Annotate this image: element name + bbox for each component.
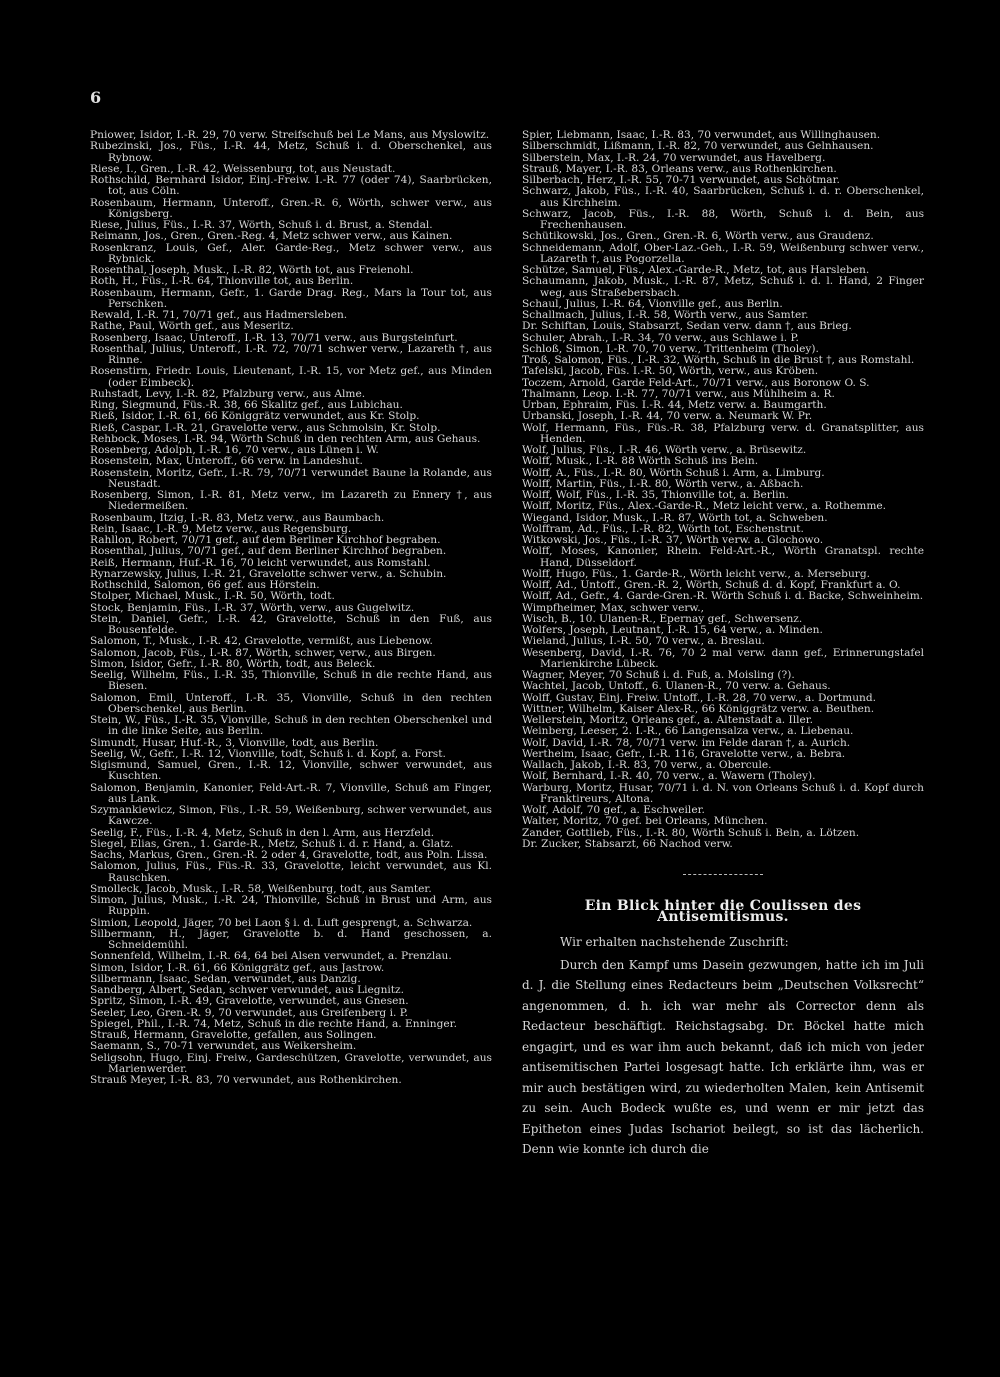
casualty-entry: Riese, Julius, Füs., I.-R. 37, Wörth, Schuß i. d. Brust, a. Stendal.	[90, 219, 433, 231]
casualty-entry: Strauß, Mayer, I.-R. 83, Orleans verw., aus Rothenkirchen.	[522, 162, 837, 175]
casualty-entry: Wolff, Musk., I.-R. 88 Wörth Schuß ins Bein.	[522, 455, 759, 468]
casualty-entry: Wittner, Wilhelm, Kaiser Alex-R., 66 Königgrätz verw. a. Beuthen.	[522, 702, 875, 715]
casualty-entry: Wolff, Moritz, Füs., Alex.-Garde-R., Metz leicht verw., a. Rothemme.	[522, 500, 887, 513]
casualty-entry: Roth, H., Füs., I.-R. 64, Thionville tot, aus Berlin.	[90, 275, 354, 288]
casualty-entry: Sachs, Markus, Gren., Gren.-R. 2 oder 4, Gravelotte, todt, aus Poln. Lissa.	[90, 849, 488, 861]
casualty-entry: Simon, Isidor, Gefr., I.-R. 80, Wörth, todt, aus Beleck.	[90, 657, 376, 670]
casualty-entry: Reimann, Jos., Gren., Gren.-Reg. 4, Metz schwer verw., aus Kainen.	[90, 230, 453, 243]
casualty-entry: Spier, Liebmann, Isaac, I.-R. 83, 70 verwundet, aus Willinghausen.	[522, 129, 881, 141]
casualty-list-continued	[522, 130, 924, 850]
casualty-entry: Strauß Meyer, I.-R. 83, 70 verwundet, aus Rothenkirchen.	[90, 1074, 402, 1086]
casualty-entry: Dr. Zucker, Stabsarzt, 66 Nachod verw.	[522, 837, 733, 850]
casualty-entry: Stock, Benjamin, Füs., I.-R. 37, Wörth, verw., aus Gugelwitz.	[90, 601, 415, 614]
casualty-entry: Wolff, Ad., Untoff., Gren.-R. 2, Wörth, Schuß d. d. Kopf, Frankfurt a. O.	[522, 579, 901, 591]
casualty-entry: Urbanski, Joseph, I.-R. 44, 70 verw. a. Neumark W. Pr.	[522, 410, 813, 423]
casualty-entry: Simon, Julius, Musk., I.-R. 24, Thionville, Schuß in Brust und Arm, aus Ruppin.	[90, 894, 492, 918]
casualty-entry: Schütikowski, Jos., Gren., Gren.-R. 6, Wörth verw., aus Graudenz.	[522, 230, 874, 243]
casualty-entry: Stolper, Michael, Musk., I.-R. 50, Wörth, todt.	[90, 590, 335, 603]
casualty-entry: Wellerstein, Moritz, Orleans gef., a. Altenstadt a. Iller.	[522, 714, 814, 726]
casualty-entry: Schaul, Julius, I.-R. 64, Vionville gef., aus Berlin.	[522, 297, 783, 310]
casualty-entry: Seelig, F., Füs., I.-R. 4, Metz, Schuß in den l. Arm, aus Herzfeld.	[90, 826, 435, 839]
casualty-entry: Tafelski, Jacob, Füs. I.-R. 50, Wörth, verw., aus Kröben.	[522, 365, 819, 378]
casualty-entry: Salomon, T., Musk., I.-R. 42, Gravelotte, vermißt, aus Liebenow.	[90, 635, 433, 648]
casualty-entry: Silbermann, Isaac, Sedan, verwundet, aus Danzig.	[90, 972, 361, 985]
casualty-entry: Rahllon, Robert, 70/71 gef., auf dem Berliner Kirchhof begraben.	[90, 534, 441, 546]
page-number: 6	[90, 88, 102, 107]
casualty-entry: Rieß, Isidor, I.-R. 61, 66 Königgrätz verwundet, aus Kr. Stolp.	[90, 410, 420, 423]
section-divider	[683, 874, 763, 875]
casualty-entry: Wolff, Wolf, Füs., I.-R. 35, Thionville tot, a. Berlin.	[522, 489, 789, 501]
casualty-entry: Warburg, Moritz, Husar, 70/71 i. d. N. von Orleans Schuß i. d. Kopf durch Franktireurs, Altona.	[522, 781, 924, 805]
casualty-entry: Silberbach, Herz, I.-R. 55, 70-71 verwundet, aus Schötmar.	[522, 174, 840, 186]
casualty-entry: Wolf, Hermann, Füs., Füs.-R. 38, Pfalzburg verw. d. Granatsplitter, aus Henden.	[522, 421, 924, 445]
casualty-entry: Salomon, Benjamin, Kanonier, Feld-Art.-R. 7, Vionville, Schuß am Finger, aus Lank.	[90, 781, 492, 805]
casualty-entry: Seeler, Leo, Gren.-R. 9, 70 verwundet, aus Greifenberg i. P.	[90, 1006, 409, 1019]
casualty-entry: Rothschild, Bernhard Isidor, Einj.-Freiw. I.-R. 77 (oder 74), Saarbrücken, tot, aus Cöln.	[90, 174, 492, 198]
casualty-entry: Wolf, Julius, Füs., I.-R. 46, Wörth verw., a. Brüsewitz.	[522, 444, 807, 456]
casualty-entry: Rehbock, Moses, I.-R. 94, Wörth Schuß in den rechten Arm, aus Gehaus.	[90, 432, 481, 445]
casualty-entry: Troß, Salomon, Füs., I.-R. 32, Wörth, Schuß in die Brust †, aus Romstahl.	[522, 354, 915, 366]
casualty-entry: Saemann, S., 70-71 verwundet, aus Weikersheim.	[90, 1040, 357, 1053]
casualty-entry: Rosenbaum, Itzig, I.-R. 83, Metz verw., aus Baumbach.	[90, 511, 385, 524]
casualty-entry: Seligsohn, Hugo, Einj. Freiw., Gardeschützen, Gravelotte, verwundet, aus Marienwerder.	[90, 1051, 492, 1075]
casualty-entry: Urban, Ephraim, Füs. I.-R. 44, Metz verw. a. Baumgarth.	[522, 399, 827, 411]
casualty-entry: Salomon, Jacob, Füs., I.-R. 87, Wörth, schwer, verw., aus Birgen.	[90, 646, 436, 659]
casualty-entry: Wimpfheimer, Max, schwer verw.,	[522, 601, 704, 614]
casualty-entry: Salomon, Emil, Unteroff., I.-R. 35, Vionville, Schuß in den rechten Oberschenkel, aus Berlin.	[90, 691, 492, 715]
casualty-entry: Thalmann, Leop. I.-R. 77, 70/71 verw., aus Mühlheim a. R.	[522, 387, 835, 400]
casualty-entry: Schloß, Simon, I.-R. 70, 70 verw., Trittenheim (Tholey).	[522, 342, 819, 355]
casualty-entry: Wolff, Hugo, Füs., 1. Garde-R., Wörth leicht verw., a. Merseburg.	[522, 567, 870, 580]
casualty-entry: Rathe, Paul, Wörth gef., aus Meseritz.	[90, 320, 294, 333]
casualty-entry: Simion, Leopold, Jäger, 70 bei Laon § i. d. Luft gesprengt, a. Schwarza.	[90, 916, 473, 929]
casualty-entry: Stein, W., Füs., I.-R. 35, Vionville, Schuß in den rechten Oberschenkel und in die linke Seite, aus Berlin.	[90, 714, 492, 738]
casualty-entry: Seelig, Wilhelm, Füs., I.-R. 35, Thionville, Schuß in die rechte Hand, aus Biesen.	[90, 669, 492, 693]
casualty-entry: Sonnenfeld, Wilhelm, I.-R. 64, 64 bei Alsen verwundet, a. Prenzlau.	[90, 950, 452, 963]
casualty-entry: Spritz, Simon, I.-R. 49, Gravelotte, verwundet, aus Gnesen.	[90, 995, 409, 1008]
casualty-entry: Schuler, Abrah., I.-R. 34, 70 verw., aus Schlawe i. P.	[522, 331, 799, 344]
casualty-entry: Seelig, W., Gefr., I.-R. 12, Vionville, todt, Schuß i. d. Kopf, a. Forst.	[90, 747, 446, 760]
casualty-entry: Wiegand, Isidor, Musk., I.-R. 87, Wörth tot, a. Schweben.	[522, 511, 828, 524]
casualty-entry: Siegel, Elias, Gren., 1. Garde-R., Metz, Schuß i. d. r. Hand, a. Glatz.	[90, 837, 454, 850]
casualty-entry: Wolff, Moses, Kanonier, Rhein. Feld-Art.-R., Wörth Granatspl. rechte Hand, Düsseldorf.	[522, 545, 924, 569]
casualty-entry: Simundt, Husar, Huf.-R., 3, Vionville, todt, aus Berlin.	[90, 736, 379, 749]
article-title: Ein Blick hinter die Coulissen des Antisemitismus.	[584, 898, 862, 926]
casualty-entry: Wolf, Adolf, 70 gef., a. Eschweiler.	[522, 804, 705, 816]
casualty-entry: Wagner, Meyer, 70 Schuß i. d. Fuß, a. Moisling (?).	[522, 669, 795, 681]
casualty-entry: Rosenstirn, Friedr. Louis, Lieutenant, I.-R. 15, vor Metz gef., aus Minden (oder Eimbeck).	[90, 365, 492, 389]
casualty-entry: Rothschild, Salomon, 66 gef. aus Hörstein.	[90, 579, 320, 591]
casualty-entry: Wolf, Bernhard, I.-R. 40, 70 verw., a. Wawern (Tholey).	[522, 770, 816, 783]
casualty-entry: Rosenthal, Julius, 70/71 gef., auf dem Berliner Kirchhof begraben.	[90, 545, 447, 558]
casualty-entry: Witkowski, Jos., Füs., I.-R. 37, Wörth verw. a. Glochowo.	[522, 534, 824, 546]
casualty-entry: Rewald, I.-R. 71, 70/71 gef., aus Hadmersleben.	[90, 309, 348, 321]
casualty-entry: Rosenbaum, Hermann, Gefr., 1. Garde Drag. Reg., Mars la Tour tot, aus Perschken.	[90, 286, 492, 310]
casualty-entry: Wieland, Julius, I.-R. 50, 70 verw., a. Breslau.	[522, 635, 765, 648]
casualty-entry: Rosenkranz, Louis, Gef., Aler. Garde-Reg., Metz schwer verw., aus Rybnick.	[90, 241, 492, 265]
right-column	[522, 130, 924, 1160]
casualty-entry: Wesenberg, David, I.-R. 76, 70 2 mal verw. dann gef., Erinnerungstafel Marienkirche Lübeck.	[522, 646, 924, 670]
casualty-entry: Riese, I., Gren., I.-R. 42, Weissenburg, tot, aus Neustadt.	[90, 162, 396, 175]
casualty-entry: Wisch, B., 10. Ulanen-R., Epernay gef., Schwersenz.	[522, 612, 803, 625]
casualty-entry: Wallach, Jakob, I.-R. 83, 70 verw., a. Obercule.	[522, 759, 772, 771]
casualty-entry: Wolff, A., Füs., I.-R. 80, Wörth Schuß i. Arm, a. Limburg.	[522, 466, 825, 479]
casualty-entry: Toczem, Arnold, Garde Feld-Art., 70/71 verw., aus Boronow O. S.	[522, 376, 870, 389]
casualty-entry: Rosenberg, Isaac, Unteroff., I.-R. 13, 70/71 verw., aus Burgsteinfurt.	[90, 331, 458, 344]
casualty-entry: Rosenstein, Moritz, Gefr., I.-R. 79, 70/71 verwundet Baune la Rolande, aus Neustadt.	[90, 466, 492, 490]
casualty-entry: Rosenbaum, Hermann, Unteroff., Gren.-R. 6, Wörth, schwer verw., aus Königsberg.	[90, 196, 492, 220]
casualty-entry: Ring, Siegmund, Füs.-R. 38, 66 Skalitz gef., aus Lubichau.	[90, 399, 403, 411]
casualty-entry: Rosenstein, Max, Unteroff., 66 verw. in Landeshut.	[90, 455, 363, 468]
casualty-entry: Spiegel, Phil., I.-R. 74, Metz, Schuß in die rechte Hand, a. Enninger.	[90, 1017, 457, 1030]
casualty-entry: Rynarzewsky, Julius, I.-R. 21, Gravelotte schwer verw., a. Schubin.	[90, 567, 447, 580]
casualty-entry: Smolleck, Jacob, Musk., I.-R. 58, Weißenburg, todt, aus Samter.	[90, 882, 432, 895]
casualty-entry: Salomon, Julius, Füs., Füs.-R. 33, Gravelotte, leicht verwundet, aus Kl. Rauschken.	[90, 860, 492, 884]
casualty-entry: Schallmach, Julius, I.-R. 58, Wörth verw., aus Samter.	[522, 309, 809, 321]
casualty-entry: Rosenthal, Joseph, Musk., I.-R. 82, Wörth tot, aus Freienohl.	[90, 264, 414, 276]
article-intro: Wir erhalten nachstehende Zuschrift:	[560, 934, 789, 949]
casualty-entry: Wolf, David, I.-R. 78, 70/71 verw. im Felde daran †, a. Aurich.	[522, 736, 851, 749]
casualty-entry: Szymankiewicz, Simon, Füs., I.-R. 59, Weißenburg, schwer verwundet, aus Kawcze.	[90, 804, 492, 828]
casualty-entry: Wertheim, Isaac, Gefr., I.-R. 116, Gravelotte verw., a. Bebra.	[522, 747, 846, 760]
casualty-entry: Rein, Isaac, I.-R. 9, Metz verw., aus Regensburg.	[90, 522, 352, 535]
casualty-entry: Schaumann, Jakob, Musk., I.-R. 87, Metz, Schuß i. d. l. Hand, 2 Finger weg, aus Straßebersbach.	[522, 275, 924, 299]
casualty-entry: Silbermann, H., Jäger, Gravelotte b. d. Hand geschossen, a. Schneidemühl.	[90, 927, 492, 951]
casualty-entry: Rieß, Caspar, I.-R. 21, Gravelotte verw., aus Schmolsin, Kr. Stolp.	[90, 421, 441, 434]
casualty-entry: Dr. Schiftan, Louis, Stabsarzt, Sedan verw. dann †, aus Brieg.	[522, 320, 852, 333]
casualty-entry: Wolff, Martin, Füs., I.-R. 80, Wörth verw., a. Aßbach.	[522, 477, 804, 490]
casualty-entry: Rosenberg, Adolph, I.-R. 16, 70 verw., aus Lünen i. W.	[90, 444, 379, 456]
casualty-entry: Strauß, Hermann, Gravelotte, gefallen, aus Solingen.	[90, 1029, 377, 1041]
casualty-entry: Silberschmidt, Lißmann, I.-R. 82, 70 verwundet, aus Gelnhausen.	[522, 140, 874, 153]
casualty-entry: Silberstein, Max, I.-R. 24, 70 verwundet, aus Havelberg.	[522, 151, 826, 164]
casualty-entry: Simon, Isidor, I.-R. 61, 66 Königgrätz gef., aus Jastrow.	[90, 961, 385, 974]
casualty-entry: Wachtel, Jacob, Untoff., 6. Ulanen-R., 70 verw. a. Gehaus.	[522, 680, 831, 693]
casualty-entry: Rubezinski, Jos., Füs., I.-R. 44, Metz, Schuß i. d. Oberschenkel, aus Rybnow.	[90, 140, 492, 164]
casualty-entry: Reiß, Hermann, Huf.-R. 16, 70 leicht verwundet, aus Romstahl.	[90, 556, 431, 569]
casualty-entry: Pniower, Isidor, I.-R. 29, 70 verw. Streifschuß bei Le Mans, aus Myslowitz.	[90, 129, 490, 141]
casualty-entry: Schwarz, Jakob, Füs., I.-R. 40, Saarbrücken, Schuß i. d. r. Oberschenkel, aus Kirchheim.	[522, 185, 924, 209]
casualty-entry: Zander, Gottlieb, Füs., I.-R. 80, Wörth Schuß i. Bein, a. Lötzen.	[522, 826, 860, 839]
casualty-entry: Schütze, Samuel, Füs., Alex.-Garde-R., Metz, tot, aus Harsleben.	[522, 264, 870, 276]
casualty-entry: Ruhstadt, Levy, I.-R. 82, Pfalzburg verw., aus Alme.	[90, 387, 366, 400]
casualty-entry: Wolff, Ad., Gefr., 4. Garde-Gren.-R. Wörth Schuß i. d. Backe, Schweinheim.	[522, 590, 924, 603]
casualty-entry: Sandberg, Albert, Sedan, schwer verwundet, aus Liegnitz.	[90, 984, 405, 996]
casualty-entry: Rosenberg, Simon, I.-R. 81, Metz verw., im Lazareth zu Ennery †, aus Niedermeißen.	[90, 489, 492, 513]
casualty-entry: Weinberg, Leeser, 2. I.-R., 66 Langensalza verw., a. Liebenau.	[522, 725, 854, 738]
casualty-entry: Schneidemann, Adolf, Ober-Laz.-Geh., I.-R. 59, Weißenburg schwer verw., Lazareth †, aus Pogorzella.	[522, 241, 924, 265]
casualty-entry: Wolfers, Joseph, Leutnant, I.-R. 15, 64 verw., a. Minden.	[522, 624, 823, 636]
casualty-entry: Schwarz, Jacob, Füs., I.-R. 88, Wörth, Schuß i. d. Bein, aus Frechenhausen.	[522, 207, 924, 231]
casualty-entry: Wolff, Gustav, Einj. Freiw. Untoff., I.-R. 28, 70 verw., a. Dortmund.	[522, 691, 877, 704]
casualty-entry: Rosenthal, Julius, Unteroff., I.-R. 72, 70/71 schwer verw., Lazareth †, aus Rinne.	[90, 342, 492, 366]
casualty-entry: Stein, Daniel, Gefr., I.-R. 42, Gravelotte, Schuß in den Fuß, aus Bousenfelde.	[90, 612, 492, 636]
casualty-entry: Walter, Moritz, 70 gef. bei Orleans, München.	[522, 815, 768, 828]
casualty-entry: Wolffram, Ad., Füs., I.-R. 82, Wörth tot, Eschenstrut.	[522, 522, 804, 535]
left-column	[90, 130, 492, 1086]
article-body: Durch den Kampf ums Dasein gezwungen, hatte ich im Juli d. J. die Stellung eines Redacteurs beim „Deutschen Volksrecht“ angenommen, d. h. ich war mehr als Corrector denn als Redacteur beschäftigt. Reichstagsabg. Dr. Böckel hatte mich engagirt, und es war ihm auch bekannt, daß ich mich von jeder antisemitischen Partei losgesagt hatte. Ich erklärte ihm, was er mir auch bestätigen wird, zu wiederholten Malen, kein Antisemit zu sein. Auch Bodeck wußte es, und wenn er mir jetzt das Epitheton eines Judas Ischariot beilegt, so ist das lächerlich. Denn wie konnte ich durch die	[522, 957, 924, 1156]
casualty-entry: Sigismund, Samuel, Gren., I.-R. 12, Vionville, schwer verwundet, aus Kuschten.	[90, 759, 492, 783]
